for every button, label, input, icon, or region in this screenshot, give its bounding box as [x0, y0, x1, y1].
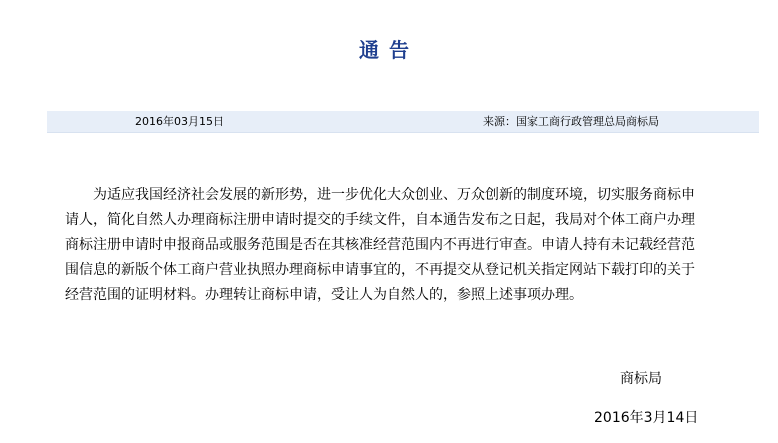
source-label: 来源：国家工商行政管理总局商标局: [483, 115, 659, 128]
signature-org: 商标局: [620, 371, 662, 387]
notice-body: 为适应我国经济社会发展的新形势，进一步优化大众创业、万众创新的制度环境，切实服务商标申请人，简化自然人办理商标注册申请时提交的手续文件，自本通告发布之日起，我局对个体工商户办理商标注册申请时申报商品或服务范围是否在其核准经营范围内不再进行审查。申请人持有未记载经营范围信息的新版个体工商户营业执照办理商标申请事宜的，不再提交从登记机关指定网站下载打印的关于经营范围的证明材料。办理转让商标申请，受让人为自然人的，参照上述事项办理。: [65, 187, 695, 303]
signature-date: 2016年3月14日: [594, 410, 699, 426]
publish-date: 2016年03月15日: [135, 115, 224, 128]
page-title: 通告: [359, 38, 419, 62]
meta-bar: [47, 111, 759, 133]
